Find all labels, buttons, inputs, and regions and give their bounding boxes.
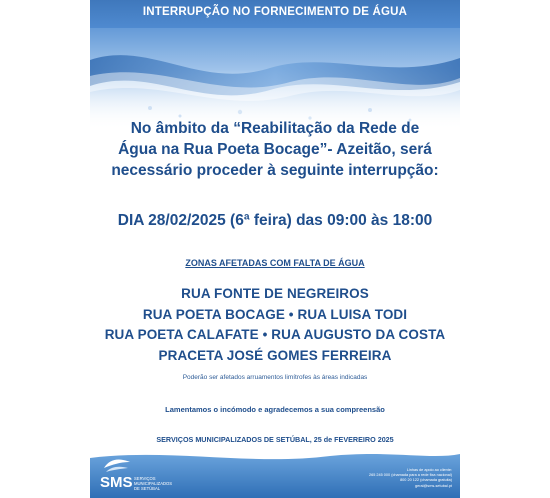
affected-zones-heading: ZONAS AFETADAS COM FALTA DE ÁGUA xyxy=(185,258,365,268)
contact-line: 265 245 000 (chamada para a rede fixa nacional) xyxy=(369,473,452,478)
logo-text: SMS xyxy=(100,474,133,491)
intro-line: Água na Rua Poeta Bocage”- Azeitão, será xyxy=(118,141,432,158)
notice-title: INTERRUPÇÃO NO FORNECIMENTO DE ÁGUA xyxy=(142,6,408,18)
limitrophe-note: Poderão ser afetados arruamentos limítrofes às áreas indicadas xyxy=(182,374,368,381)
logo-subtitle: SERVIÇOS MUNICIPALIZADOS DE SETÚBAL xyxy=(134,476,173,491)
intro-line: necessário proceder à seguinte interrupção: xyxy=(111,162,439,179)
contact-line: geral@sms-setubal.pt xyxy=(415,483,452,488)
notice-poster xyxy=(90,0,460,498)
contact-line: 800 20 122 (chamada gratuita) xyxy=(400,478,452,483)
street-line: PRACETA JOSÉ GOMES FERREIRA xyxy=(158,347,392,363)
sms-logo-mark-icon xyxy=(102,454,132,474)
street-line: RUA POETA CALAFATE • RUA AUGUSTO DA COSTA xyxy=(104,327,446,342)
street-line: RUA FONTE DE NEGREIROS xyxy=(181,286,369,301)
street-line: RUA POETA BOCAGE • RUA LUISA TODI xyxy=(142,306,408,322)
contact-line: Linhas de apoio ao cliente: xyxy=(406,468,452,472)
interruption-date: DIA 28/02/2025 (6ª feira) das 09:00 às 18:00 xyxy=(117,212,433,229)
affected-streets-list xyxy=(90,284,460,366)
contact-info xyxy=(312,468,452,489)
intro-line: No âmbito da “Reabilitação da Rede de xyxy=(130,120,420,137)
signature-line: SERVIÇOS MUNICIPALIZADOS DE SETÚBAL, 25 de FEVEREIRO 2025 xyxy=(156,435,394,444)
apology-text: Lamentamos o incómodo e agradecemos a sua compreensão xyxy=(165,405,385,414)
sms-logo xyxy=(96,454,182,494)
intro-paragraph xyxy=(90,118,460,181)
water-wave-image xyxy=(90,20,460,130)
